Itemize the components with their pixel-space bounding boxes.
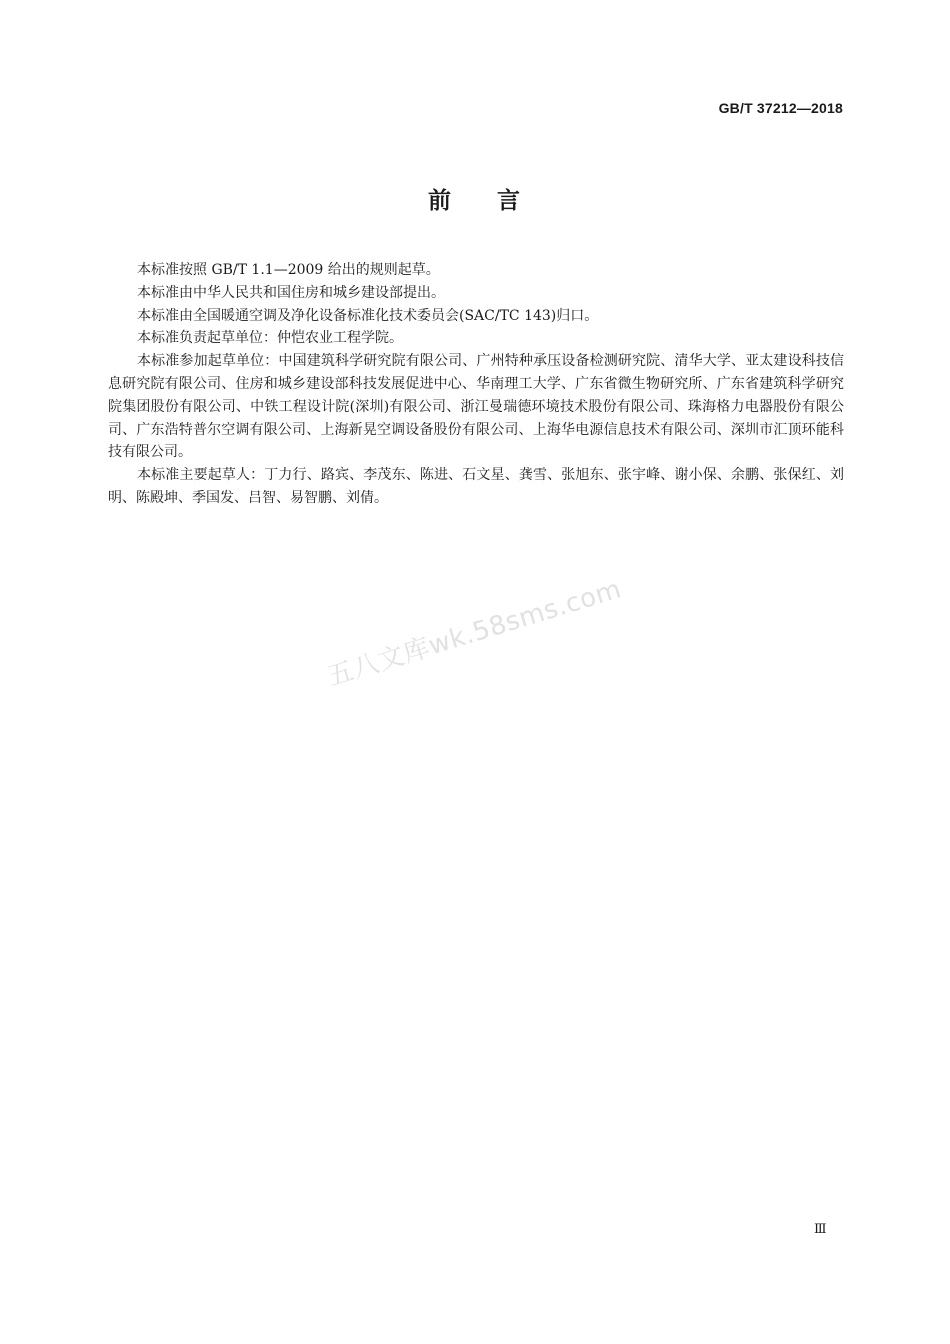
watermark: 五八文库wk.58sms.com	[323, 574, 626, 693]
paragraph-participating-units: 本标准参加起草单位：中国建筑科学研究院有限公司、广州特种承压设备检测研究院、清华大学、亚太建设科技信息研究院有限公司、住房和城乡建设部科技发展促进中心、华南理工大学、广东省微生物研究所、广东省建筑科学研究院集团股份有限公司、中铁工程设计院(深圳)有限公司、浙江曼瑞德环境技术股份有限公司、珠海格力电器股份有限公司、广东浩特普尔空调有限公司、上海新晃空调设备股份有限公司、上海华电源信息技术有限公司、深圳市汇顶环能科技有限公司。	[108, 353, 844, 461]
paragraph-responsible-unit: 本标准负责起草单位：仲恺农业工程学院。	[137, 330, 403, 347]
paragraph-proposer: 本标准由中华人民共和国住房和城乡建设部提出。	[137, 284, 445, 301]
paragraph-main-drafters: 本标准主要起草人：丁力行、路宾、李茂东、陈进、石文星、龚雪、张旭东、张宇峰、谢小保、余鹏、张保红、刘明、陈殿坤、季国发、吕智、易智鹏、刘倩。	[108, 467, 844, 506]
page-title	[0, 182, 950, 215]
page-number: Ⅲ	[814, 1222, 827, 1237]
title-char-2: 言	[497, 188, 522, 214]
paragraph-committee: 本标准由全国暖通空调及净化设备标准化技术委员会(SAC/TC 143)归口。	[137, 307, 599, 324]
foreword-body	[108, 259, 844, 510]
title-char-1: 前	[428, 188, 453, 214]
standard-number: GB/T 37212—2018	[718, 100, 843, 116]
paragraph-drafting-rules: 本标准按照 GB/T 1.1—2009 给出的规则起草。	[137, 262, 440, 278]
